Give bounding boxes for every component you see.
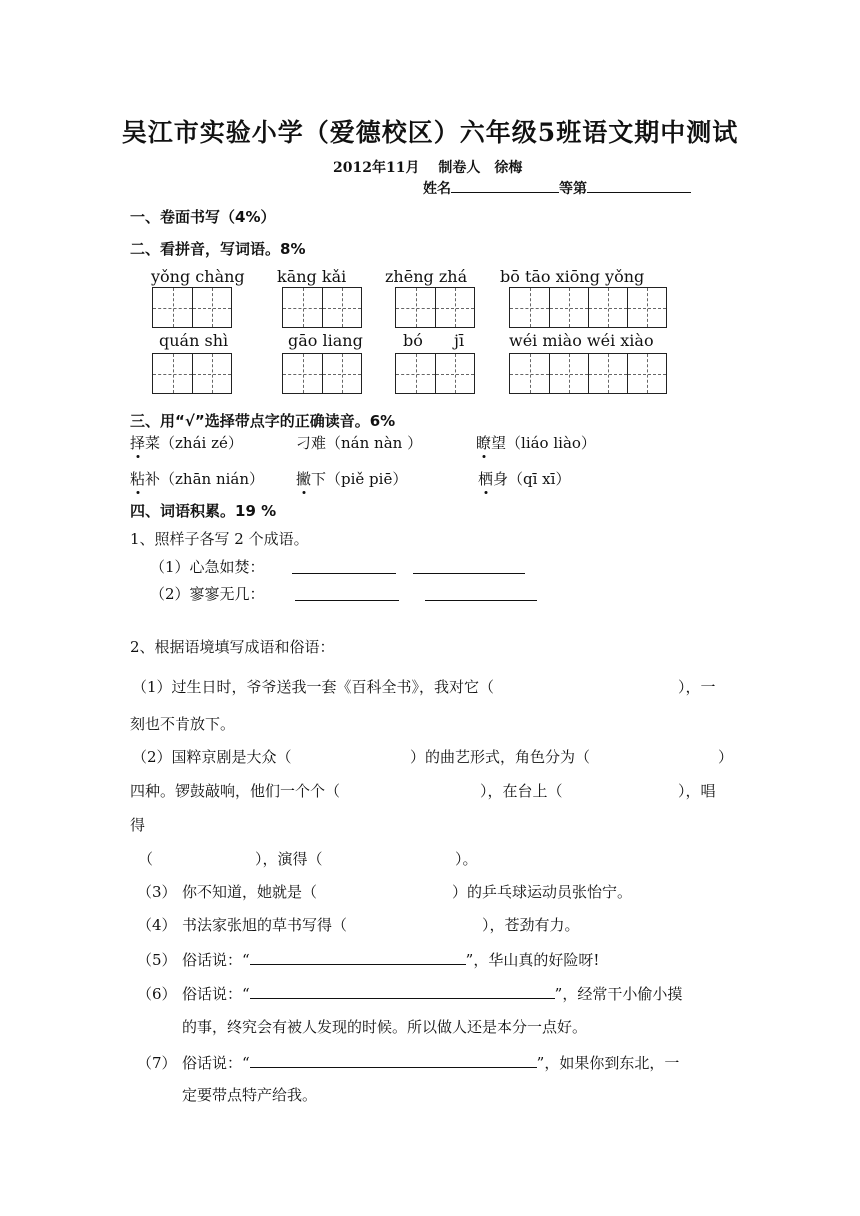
q2-text: 的事，终究会有被人发现的时候。所以做人还是本分一点好。: [182, 1018, 588, 1036]
q2-text: ）: [718, 748, 734, 766]
answer-blank[interactable]: [250, 949, 466, 965]
pinyin-label: bō tāo xiōng yǒng: [500, 267, 645, 286]
reading-item[interactable]: 粘补（zhān nián）: [130, 470, 265, 488]
q2-text: （2）国粹京剧是大众（: [132, 748, 292, 766]
question-1-title: 1、照样子各写 2 个成语。: [130, 530, 309, 548]
q2-text: （: [138, 850, 154, 868]
q2-text: 得: [130, 816, 146, 834]
section-3-heading: 三、用“√”选择带点字的正确读音。6%: [130, 412, 396, 430]
section-4-heading: 四、词语积累。19 %: [130, 502, 277, 520]
answer-blank[interactable]: [413, 558, 525, 578]
q2-text: ）的曲艺形式，角色分为（: [410, 748, 591, 766]
answer-blank[interactable]: [292, 558, 396, 578]
writing-grid[interactable]: [395, 287, 475, 328]
pinyin-label: wéi miào wéi xiào: [509, 331, 654, 350]
q2-text: ）的乒乓球运动员张怡宁。: [452, 883, 633, 901]
answer-blank[interactable]: [250, 983, 555, 999]
pinyin-label: zhēng zhá: [385, 267, 468, 286]
pinyin-label: quán shì: [159, 331, 229, 350]
q2-number: （4）: [137, 916, 177, 934]
writing-grid[interactable]: [509, 353, 667, 394]
date-line: 2012年11月 制卷人 徐梅: [333, 160, 523, 176]
q2-text: 刻也不肯放下。: [130, 715, 236, 733]
writing-grid[interactable]: [282, 287, 362, 328]
writing-grid[interactable]: [509, 287, 667, 328]
question-2-title: 2、根据语境填写成语和俗语：: [130, 638, 335, 656]
writing-grid[interactable]: [395, 353, 475, 394]
answer-blank[interactable]: [425, 585, 537, 605]
grade-blank[interactable]: [587, 177, 691, 193]
idiom-example: （2）寥寥无几：: [150, 585, 265, 603]
answer-blank[interactable]: [295, 585, 399, 605]
section-2-heading: 二、看拼音，写词语。8%: [130, 240, 306, 258]
pinyin-label: kāng kǎi: [277, 267, 347, 286]
q2-number: （5）: [137, 951, 177, 969]
writing-grid[interactable]: [152, 353, 232, 394]
pinyin-label: gāo liang: [288, 331, 363, 350]
reading-item[interactable]: 择菜（zhái zé）: [130, 434, 243, 452]
name-blank[interactable]: [451, 177, 559, 193]
q2-text: ）。: [455, 850, 478, 868]
proverb-line: 俗话说：“ ”，经常干小偷小摸: [182, 985, 683, 1003]
q2-text: 书法家张旭的草书写得（: [182, 916, 348, 934]
pinyin-label: bó: [403, 331, 423, 350]
page-title: 吴江市实验小学（爱德校区）六年级5班语文期中测试: [121, 118, 739, 147]
q2-number: （6）: [137, 985, 177, 1003]
proverb-line: 俗话说：“ ”，如果你到东北，一: [182, 1054, 680, 1072]
q2-text: ），苍劲有力。: [482, 916, 580, 934]
q2-number: （3）: [137, 883, 177, 901]
q2-text: 定要带点特产给我。: [182, 1086, 318, 1104]
q2-text: ），在台上（: [480, 782, 563, 800]
reading-item[interactable]: 栖身（qī xī）: [478, 470, 571, 488]
section-1-heading: 一、卷面书写（4%）: [130, 208, 276, 226]
q2-text: 你不知道，她就是（: [182, 883, 318, 901]
pinyin-label: yǒng chàng: [151, 267, 245, 286]
idiom-example: （1）心急如焚：: [150, 558, 265, 576]
q2-text: ），一: [678, 678, 716, 696]
q2-text: 四种。锣鼓敲响，他们一个个（: [130, 782, 341, 800]
q2-number: （7）: [137, 1054, 177, 1072]
reading-item[interactable]: 刁难（nán nàn ）: [296, 434, 423, 452]
name-line: 姓名 等第: [423, 177, 691, 198]
reading-item[interactable]: 瞭望（liáo liào）: [476, 434, 596, 452]
q2-text: ），演得（: [255, 850, 323, 868]
q2-text: ），唱: [678, 782, 716, 800]
pinyin-label: jī: [454, 331, 465, 350]
writing-grid[interactable]: [152, 287, 232, 328]
answer-blank[interactable]: [250, 1052, 537, 1068]
reading-item[interactable]: 撇下（piě piē）: [296, 470, 408, 488]
writing-grid[interactable]: [282, 353, 362, 394]
q2-text: （1）过生日时，爷爷送我一套《百科全书》，我对它（: [132, 678, 495, 696]
proverb-line: 俗话说：“ ”，华山真的好险呀!: [182, 951, 600, 969]
